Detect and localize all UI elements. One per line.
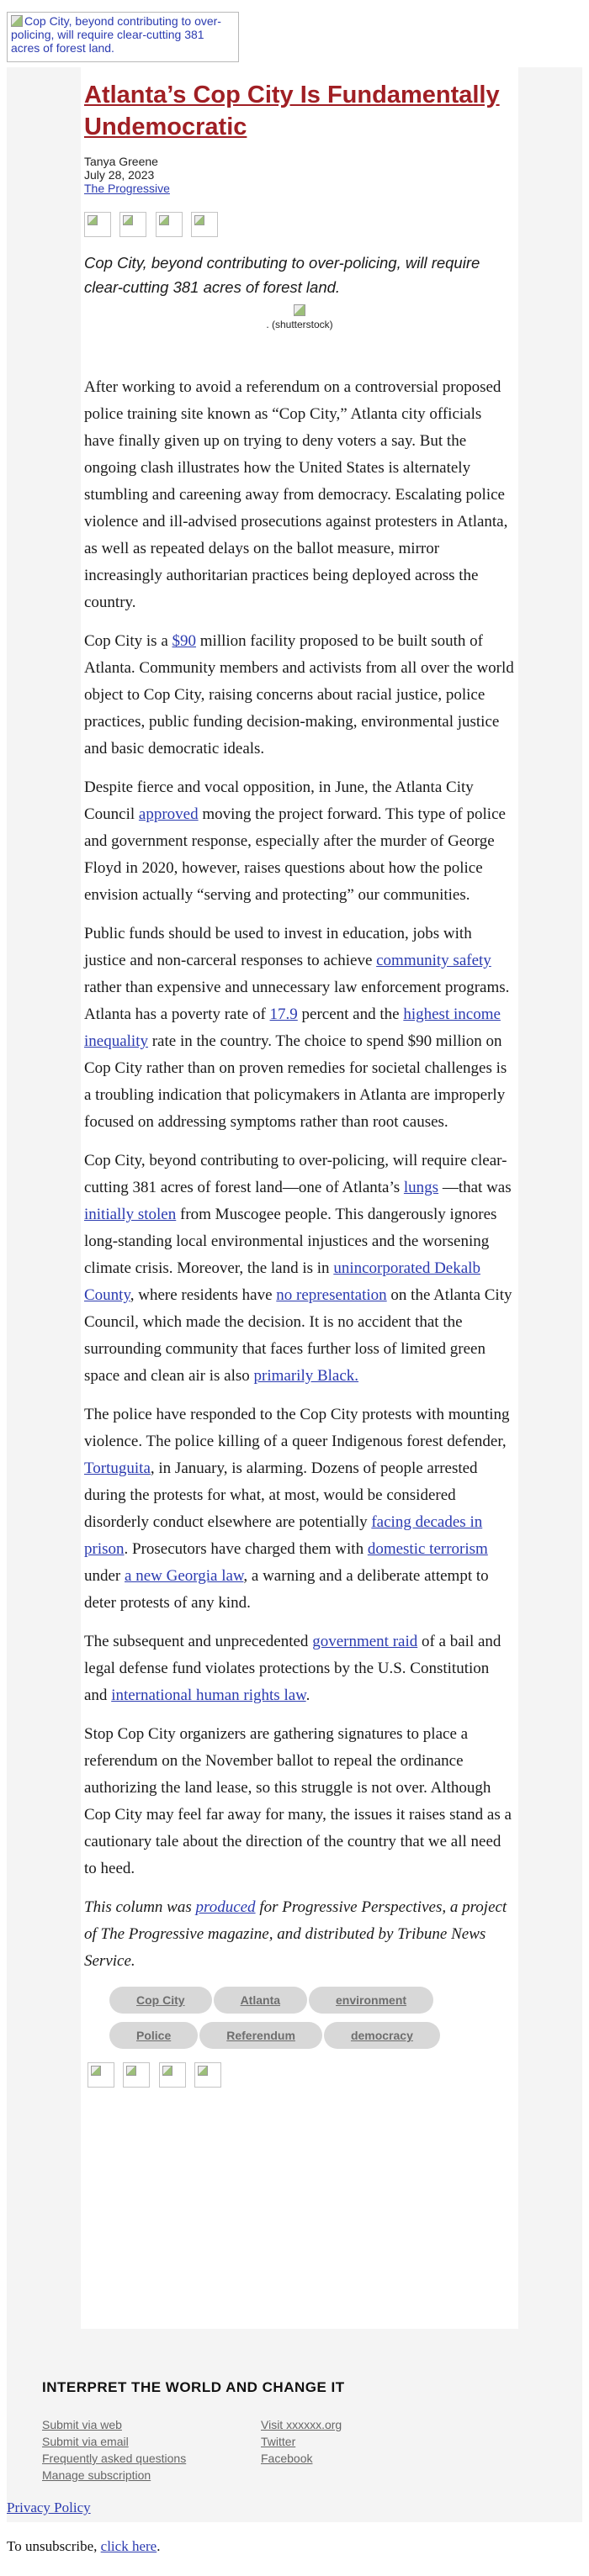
share-icons bbox=[84, 212, 515, 237]
legal-footer bbox=[7, 2499, 579, 2576]
link-90[interactable]: $90 bbox=[172, 632, 197, 650]
link-government-raid[interactable]: government raid bbox=[312, 1633, 418, 1650]
photo bbox=[84, 304, 515, 330]
article-paragraph: Despite fierce and vocal opposition, in June, the Atlanta City Council approved moving the project forward. This type of police and government response, especially after the murder of George Floyd in 2020, however, raises questions about how the police envision actually “serving and protecting” our communities. bbox=[84, 779, 506, 904]
article-paragraph: Cop City is a $90 million facility proposed to be built south of Atlanta. Community members and activists from all over the world object to Cop City, raising concerns about racial justice, police practices, public funding decision-making, environmental justice and basic democratic ideals. bbox=[84, 632, 514, 757]
footer-heading: INTERPRET THE WORLD AND CHANGE IT bbox=[42, 2379, 345, 2395]
share-icon[interactable] bbox=[156, 212, 183, 237]
link-facing-decades[interactable]: facing decades in prison bbox=[84, 1513, 483, 1558]
article-paragraph: The police have responded to the Cop City protests with mounting violence. The police killing of a queer Indigenous forest defender, Tortuguita, in January, is alarming. Dozens of people arrested during the protests for what, at most, would be considered disorderly conduct elsewhere are potentially facing decades in prison. Prosecutors have charged them with domestic terrorism under a new Georgia law, a warning and a deliberate attempt to deter protests of any kind. bbox=[84, 1406, 510, 1612]
closing-note: This column was produced for Progressive Perspectives, a project of The Progressive magazine, and distributed by Tribune News Service. bbox=[84, 1898, 507, 1970]
link-unincorporated-dekalb[interactable]: unincorporated Dekalb County bbox=[84, 1259, 480, 1304]
broken-image-icon bbox=[11, 15, 23, 27]
footer bbox=[42, 2379, 480, 2484]
link-primarily-black[interactable]: primarily Black. bbox=[253, 1367, 359, 1385]
article-paragraph: Stop Cop City organizers are gathering signatures to place a referendum on the November ballot to repeal the ordinance authorizing the land lease, so this struggle is not over. Although Cop City may feel far away for many, the issues it raises stand as a cautionary tale about the direction of the country that we all need to heed. bbox=[84, 1725, 512, 1877]
footer-link[interactable]: Submit via web bbox=[42, 2418, 122, 2431]
link-initially-stolen[interactable]: initially stolen bbox=[84, 1206, 177, 1223]
header-image-broken bbox=[7, 12, 239, 62]
link-no-representation[interactable]: no representation bbox=[276, 1286, 387, 1304]
unsubscribe-line bbox=[7, 2537, 579, 2556]
tag-pill[interactable]: environment bbox=[309, 1987, 433, 2014]
link-17-9[interactable]: 17.9 bbox=[269, 1006, 298, 1023]
footer-links-left bbox=[42, 2416, 261, 2484]
unsubscribe-suffix: . bbox=[157, 2538, 161, 2554]
footer-link[interactable]: Facebook bbox=[261, 2452, 313, 2465]
footer-link[interactable]: Submit via email bbox=[42, 2435, 129, 2448]
footer-link[interactable]: Manage subscription bbox=[42, 2468, 151, 2482]
share-icon[interactable] bbox=[123, 2062, 150, 2088]
link-approved[interactable]: approved bbox=[138, 805, 199, 823]
author: Tanya Greene bbox=[84, 155, 158, 168]
share-icon[interactable] bbox=[159, 2062, 186, 2088]
link-lungs[interactable]: lungs bbox=[403, 1179, 439, 1196]
content-panel bbox=[7, 67, 582, 2522]
publication-link[interactable]: The Progressive bbox=[84, 182, 170, 195]
tag-pill[interactable]: Atlanta bbox=[214, 1987, 307, 2014]
footer-link[interactable]: Frequently asked questions bbox=[42, 2452, 187, 2465]
article-dek: Cop City, beyond contributing to over-policing, will require clear-cutting 381 acres of forest land. bbox=[84, 254, 480, 296]
unsubscribe-prefix: To unsubscribe, bbox=[7, 2538, 101, 2554]
article-paragraph: The subsequent and unprecedented government raid of a bail and legal defense fund violates protections by the U.S. Constitution and international human rights law. bbox=[84, 1633, 501, 1704]
tag-pill[interactable]: Police bbox=[109, 2022, 198, 2049]
share-icon[interactable] bbox=[84, 212, 111, 237]
article-meta bbox=[84, 155, 515, 195]
broken-image-icon bbox=[294, 304, 305, 316]
share-icon[interactable] bbox=[191, 212, 218, 237]
article-paragraph: Public funds should be used to invest in education, jobs with justice and non-carceral responses to achieve community safety rather than expensive and unnecessary law enforcement programs. Atlanta has a poverty rate of 17.9 percent and the highest income inequality rate in the country. The choice to spend $90 million on Cop City rather than on proven remedies for societal challenges is a troubling indication that policymakers in Atlanta are improperly focused on addressing symptoms rather than root causes. bbox=[84, 925, 510, 1131]
share-icons-bottom bbox=[84, 2062, 515, 2088]
link-georgia-law[interactable]: a new Georgia law bbox=[125, 1567, 244, 1585]
tag-pill[interactable]: Cop City bbox=[109, 1987, 212, 2014]
link-highest-income-inequality[interactable]: highest income inequality bbox=[84, 1006, 501, 1050]
link-community-safety[interactable]: community safety bbox=[376, 952, 491, 969]
footer-links-right bbox=[261, 2416, 480, 2484]
share-icon[interactable] bbox=[88, 2062, 114, 2088]
article-card bbox=[81, 67, 518, 2329]
share-icon[interactable] bbox=[194, 2062, 221, 2088]
article-paragraph: Cop City, beyond contributing to over-policing, will require clear-cutting 381 acres of forest land—one of Atlanta’s lungs —that was initially stolen from Muscogee people. This dangerously ignores long-standing local environmental injustices and the worsening climate crisis. Moreover, the land is in unincorporated Dekalb County, where residents have no representation on the Atlanta City Council, which made the decision. It is no accident that the surrounding community that faces further loss of limited green space and clean air is also primarily Black. bbox=[84, 1152, 512, 1385]
privacy-policy-link[interactable]: Privacy Policy bbox=[7, 2499, 91, 2515]
tag-list bbox=[84, 1987, 522, 2057]
article-title[interactable]: Atlanta’s Cop City Is Fundamentally Undemocratic bbox=[84, 82, 500, 140]
unsubscribe-link[interactable]: click here bbox=[100, 2538, 157, 2554]
link-domestic-terrorism[interactable]: domestic terrorism bbox=[367, 1540, 488, 1558]
date: July 28, 2023 bbox=[84, 168, 155, 182]
header-image-alt: Cop City, beyond contributing to over-policing, will require clear-cutting 381 acres of forest land. bbox=[11, 14, 221, 55]
tag-pill[interactable]: Referendum bbox=[199, 2022, 322, 2049]
tag-pill[interactable]: democracy bbox=[324, 2022, 440, 2049]
link-tortuguita[interactable]: Tortuguita bbox=[84, 1460, 151, 1477]
article-paragraph: After working to avoid a referendum on a controversial proposed police training site known as “Cop City,” Atlanta city officials have finally given up on trying to deny voters a say. But the ongoing clash illustrates how the United States is alternately stumbling and careening away from democracy. Escalating police violence and ill-advised prosecutions against protesters in Atlanta, as well as repeated delays on the ballot measure, mirror increasingly authoritarian practices being deployed across the country. bbox=[84, 378, 508, 611]
footer-link[interactable]: Twitter bbox=[261, 2435, 296, 2448]
link-human-rights-law[interactable]: international human rights law bbox=[111, 1687, 306, 1704]
link-produced[interactable]: produced bbox=[195, 1898, 256, 1916]
article-body bbox=[84, 374, 515, 1975]
footer-link[interactable]: Visit xxxxxx.org bbox=[261, 2418, 342, 2431]
photo-caption: . (shutterstock) bbox=[266, 319, 333, 330]
share-icon[interactable] bbox=[119, 212, 146, 237]
